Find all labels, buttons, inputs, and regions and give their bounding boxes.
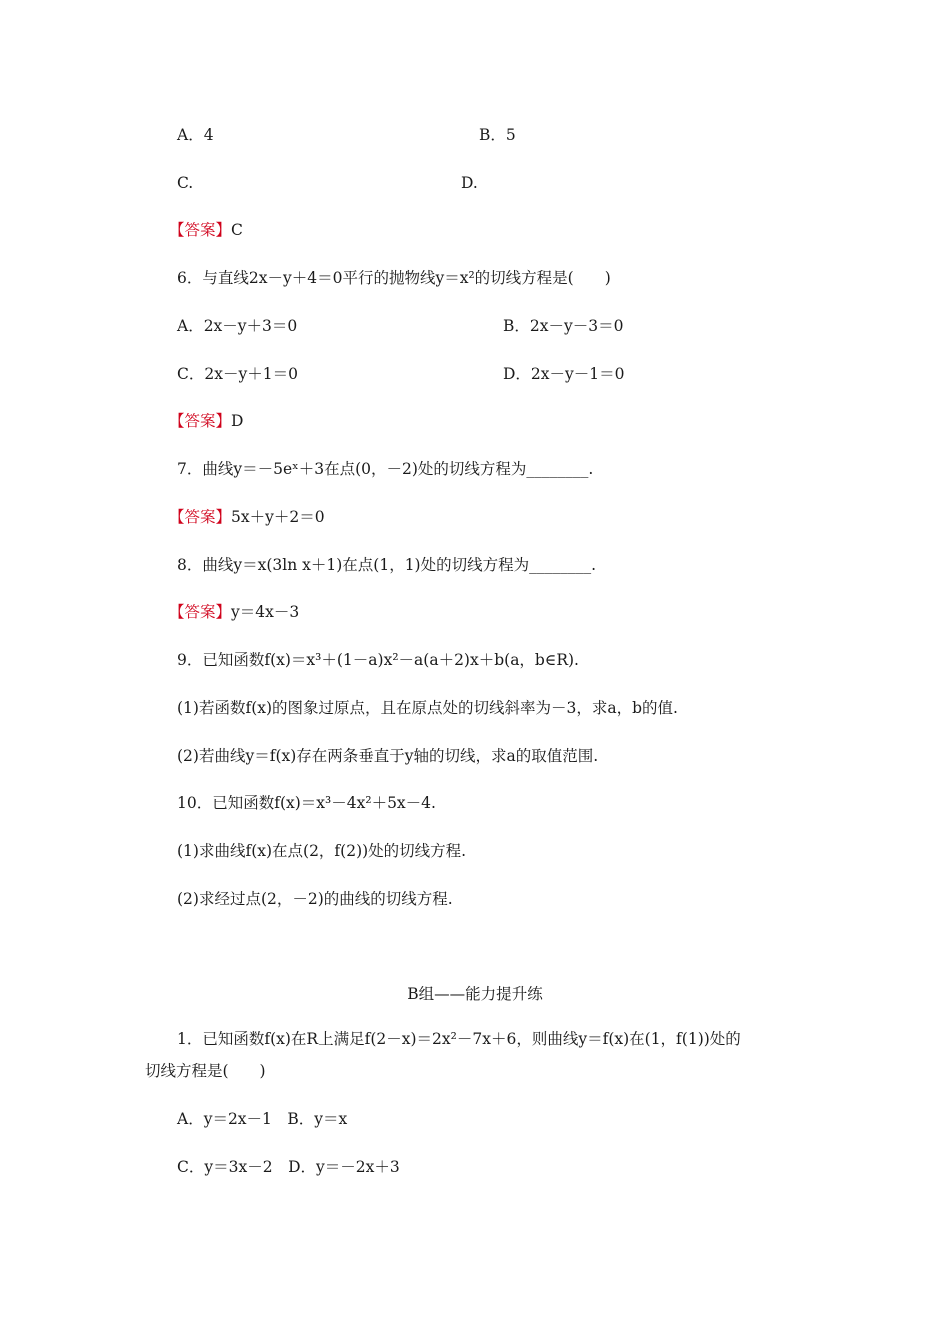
answer-tag: 【答案】 <box>169 412 232 430</box>
q7-answer <box>169 506 325 528</box>
answer-value: 5x＋y＋2＝0 <box>231 508 325 526</box>
answer-tag: 【答案】 <box>169 508 232 526</box>
q5-option-d: D. <box>461 174 478 192</box>
q5-option-a: A．4 <box>177 126 214 144</box>
q9-part2: (2)若曲线y＝f(x)存在两条垂直于y轴的切线，求a的取值范围. <box>177 747 599 765</box>
b-q1-stem-line1: 1．已知函数f(x)在R上满足f(2－x)＝2x²－7x＋6，则曲线y＝f(x)在(1，f(1))处的 <box>177 1030 741 1048</box>
b-q1-options-cd: C．y＝3x－2 D．y＝－2x＋3 <box>177 1158 400 1176</box>
b-q1-stem-line2: 切线方程是( ) <box>145 1062 266 1080</box>
q6-stem: 6．与直线2x－y＋4＝0平行的抛物线y＝x²的切线方程是( ) <box>177 269 611 287</box>
q5-option-b: B．5 <box>479 126 516 144</box>
q5-answer <box>169 219 243 241</box>
q9-part1: (1)若函数f(x)的图象过原点，且在原点处的切线斜率为－3，求a，b的值. <box>177 699 678 717</box>
section-b-title: B组——能力提升练 <box>407 985 543 1003</box>
q6-option-c: C．2x－y＋1＝0 <box>177 365 298 383</box>
q9-stem: 9．已知函数f(x)＝x³＋(1－a)x²－a(a＋2)x＋b(a，b∈R). <box>177 651 579 669</box>
q10-part1: (1)求曲线f(x)在点(2，f(2))处的切线方程. <box>177 842 467 860</box>
answer-tag: 【答案】 <box>169 603 232 621</box>
q6-option-b: B．2x－y－3＝0 <box>503 317 624 335</box>
q10-part2: (2)求经过点(2，－2)的曲线的切线方程. <box>177 890 453 908</box>
answer-value: D <box>231 412 244 430</box>
b-q1-options-ab: A．y＝2x－1 B．y＝x <box>177 1110 348 1128</box>
q6-option-a: A．2x－y＋3＝0 <box>177 317 298 335</box>
q10-stem: 10．已知函数f(x)＝x³－4x²＋5x－4. <box>177 794 436 812</box>
answer-value: C <box>231 221 243 239</box>
q6-answer <box>169 410 243 432</box>
q8-answer <box>169 601 299 623</box>
q7-stem: 7．曲线y＝－5eˣ＋3在点(0，－2)处的切线方程为________. <box>177 460 594 478</box>
q8-stem: 8．曲线y＝x(3ln x＋1)在点(1，1)处的切线方程为________. <box>177 556 597 574</box>
q5-option-c: C. <box>177 174 194 192</box>
q6-option-d: D．2x－y－1＝0 <box>503 365 625 383</box>
answer-value: y＝4x－3 <box>231 603 300 621</box>
answer-tag: 【答案】 <box>169 221 232 239</box>
